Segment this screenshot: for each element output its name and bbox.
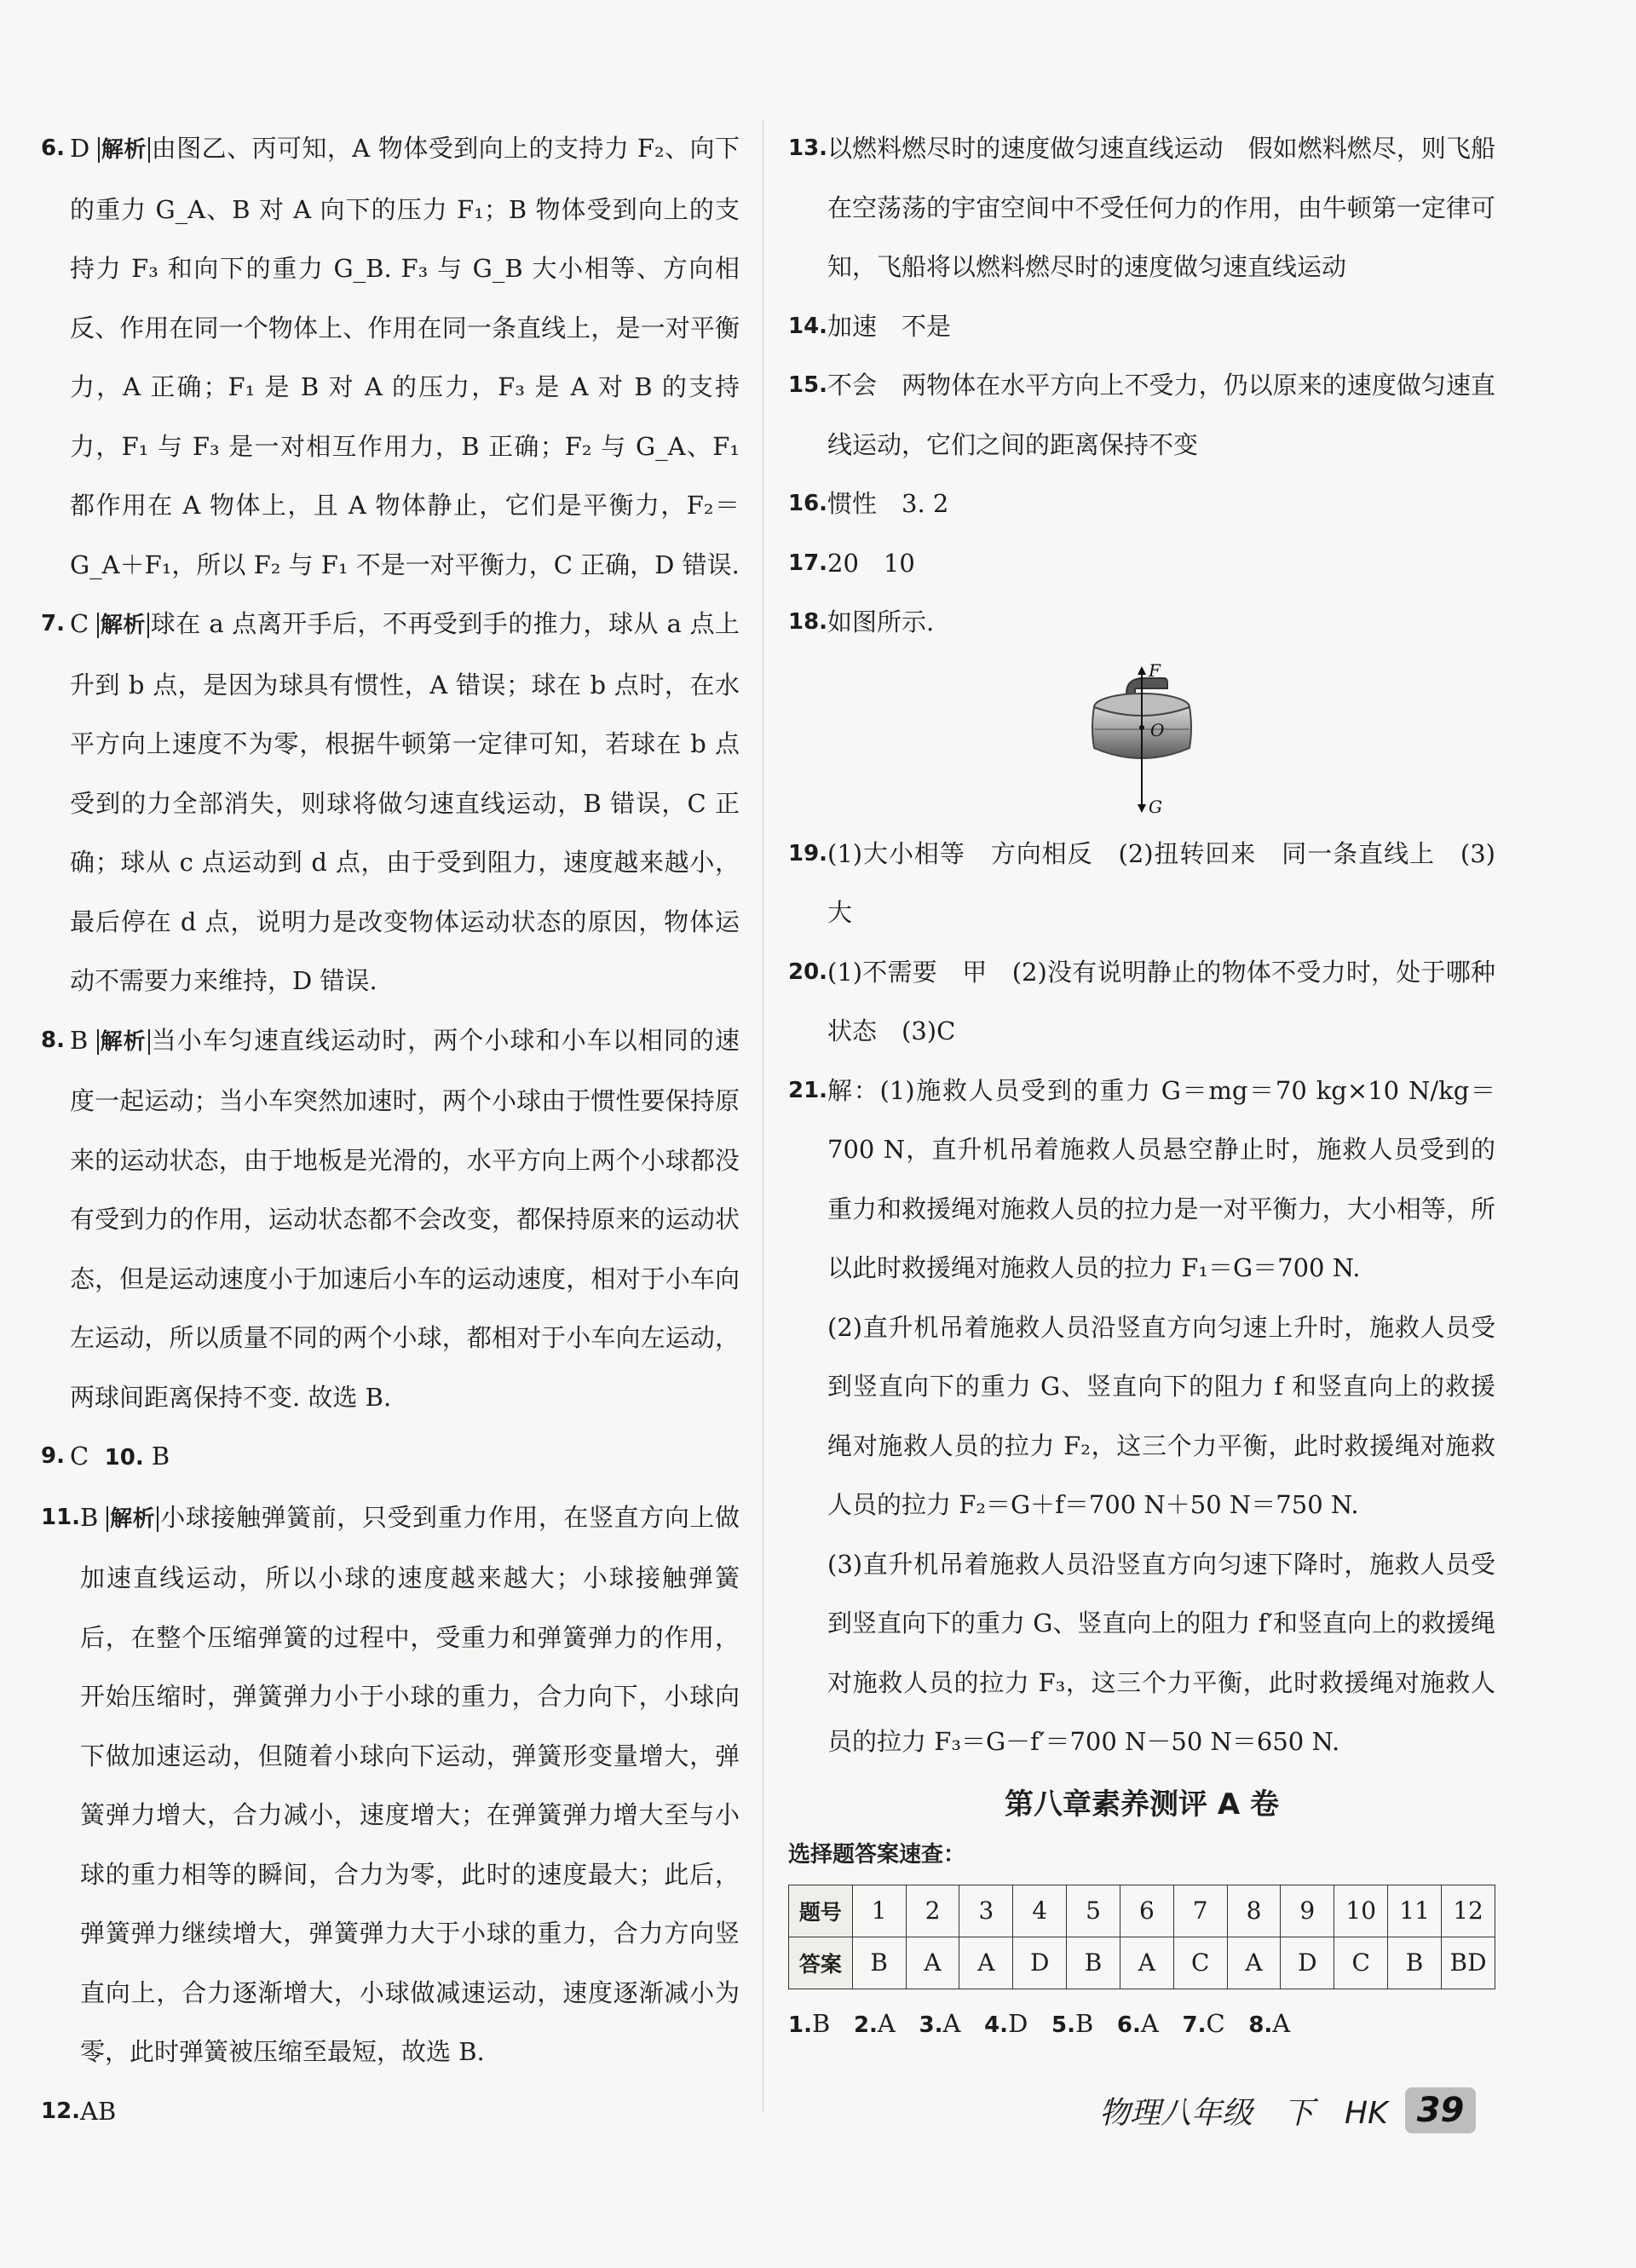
- answer-item-21: [788, 1062, 1495, 1772]
- item-explanation: 当小车匀速直线运动时，两个小球和小车以相同的速度一起运动；当小车突然加速时，两个小球由于惯性要保持原来的运动状态，由于地板是光滑的，水平方向上两个小球都没有受到力的作用，运动状态都不会改变，都保持原来的运动状态，但是运动速度小于加速后小车的运动速度，相对于小车向左运动，所以质量不同的两个小球，都相对于小车向左运动，两球间距离保持不变. 故选 B.: [70, 1025, 740, 1412]
- item-number: 11.: [41, 1504, 81, 1530]
- page-footer: [1099, 2087, 1476, 2133]
- table-cell: 5: [1067, 1885, 1120, 1937]
- inline-answers: [788, 1989, 1495, 2059]
- item-number: 8.: [41, 1027, 65, 1053]
- item-number: 9.: [41, 1443, 65, 1469]
- item-answer: C: [70, 1442, 89, 1471]
- item-text: 惯性 3. 2: [827, 489, 949, 518]
- inline-answer: A: [942, 2008, 961, 2038]
- inline-answer: A: [1140, 2008, 1159, 2038]
- item-explanation: 小球接触弹簧前，只受到重力作用，在竖直方向上做加速直线运动，所以小球的速度越来越大；小球接触弹簧后，在整个压缩弹簧的过程中，受重力和弹簧弹力的作用，开始压缩时，弹簧弹力小于小球的重力，合力向下，小球向下做加速运动，但随着小球向下运动，弹簧形变量增大，弹簧弹力增大，合力减小，速度增大；在弹簧弹力增大至与小球的重力相等的瞬间，合力为零，此时的速度最大；此后，弹簧弹力继续增大，弹簧弹力大于小球的重力，合力方向竖直向上，合力逐渐增大，小球做减速运动，速度逐渐减小为零，此时弹簧被压缩至最短，故选 B.: [80, 1502, 740, 2066]
- table-cell: 6: [1120, 1885, 1173, 1937]
- inline-answer: B: [1074, 2008, 1094, 2038]
- item-text-part3: (3)直升机吊着施救人员沿竖直方向匀速下降时，施救人员受到竖直向下的重力 G、竖直向上的阻力 f′和竖直向上的救援绳对施救人员的拉力 F₃，这三个力平衡，此时救援绳对施救人员的拉力 F₃＝G－f′＝700 N－50 N＝650 N.: [827, 1549, 1495, 1756]
- answer-item-19: [788, 825, 1495, 943]
- item-answer: B: [151, 1442, 170, 1471]
- answer-table: [788, 1885, 1495, 1989]
- item-answer: C: [70, 609, 89, 638]
- table-cell: C: [1334, 1937, 1388, 1989]
- analysis-tag: 解析: [107, 1506, 158, 1532]
- table-cell: 12: [1442, 1885, 1495, 1937]
- item-number: 7.: [41, 611, 65, 636]
- inline-num: 1.: [788, 2012, 812, 2038]
- item-text: 20 10: [827, 548, 915, 578]
- table-header-cell: 答案: [789, 1937, 853, 1989]
- table-cell: B: [1388, 1937, 1442, 1989]
- item-text: 加速 不是: [827, 311, 952, 341]
- item-text: 解：(1)施救人员受到的重力 G＝mg＝70 kg×10 N/kg＝700 N，直升机吊着施救人员悬空静止时，施救人员受到的重力和救援绳对施救人员的拉力是一对平衡力，大小相等，所以此时救援绳对施救人员的拉力 F₁＝G＝700 N.: [827, 1075, 1495, 1282]
- label-F: F: [1149, 659, 1161, 681]
- answer-item-11: [41, 1488, 740, 2082]
- inline-answer: B: [811, 2008, 831, 2038]
- inline-num: 5.: [1051, 2012, 1075, 2038]
- label-G: G: [1149, 796, 1162, 817]
- answer-item-12: [41, 2082, 740, 2142]
- table-cell: A: [1120, 1937, 1173, 1989]
- item-number: 18.: [788, 609, 828, 635]
- item-text: (1)不需要 甲 (2)没有说明静止的物体不受力时，处于哪种状态 (3)C: [827, 957, 1495, 1045]
- item-answer: AB: [80, 2096, 117, 2126]
- inline-answer: C: [1206, 2008, 1225, 2038]
- inline-num: 4.: [984, 2012, 1009, 2038]
- table-cell: B: [852, 1937, 906, 1989]
- answer-item-17: [788, 534, 1495, 594]
- inline-answer: A: [1272, 2008, 1291, 2038]
- item-answer: D: [70, 134, 90, 163]
- item-text: (1)大小相等 方向相反 (2)扭转回来 同一条直线上 (3)大: [827, 838, 1495, 927]
- item-text: 不会 两物体在水平方向上不受力，仍以原来的速度做匀速直线运动，它们之间的距离保持不变: [827, 371, 1495, 459]
- table-cell: 11: [1388, 1885, 1442, 1937]
- table-cell: D: [1281, 1937, 1334, 1989]
- section-title: 第八章素养测评 A 卷: [1005, 1787, 1279, 1822]
- item-explanation: 由图乙、丙可知，A 物体受到向上的支持力 F₂、向下的重力 G_A、B 对 A 向下的压力 F₁；B 物体受到向上的支持力 F₃ 和向下的重力 G_B. F₃ 与 G_B 大小相等、方向相反、作用在同一个物体上、作用在同一条直线上，是一对平衡力，A 正确；F₁ 是 B 对 A 的压力，F₃ 是 A 对 B 的支持力，F₁ 与 F₃ 是一对相互作用力，B 正确；F₂ 与 G_A、F₁ 都作用在 A 物体上，且 A 物体静止，它们是平衡力，F₂＝G_A＋F₁，所以 F₂ 与 F₁ 不是一对平衡力，C 正确，D 错误.: [70, 134, 740, 579]
- quick-answer-label: 选择题答案速查：: [788, 1841, 966, 1868]
- answer-item-14: [788, 297, 1495, 357]
- item-number: 14.: [788, 313, 828, 339]
- table-cell: BD: [1442, 1937, 1495, 1989]
- page-number: 39: [1405, 2087, 1477, 2133]
- table-cell: B: [1067, 1937, 1120, 1989]
- item-answer: B: [80, 1502, 99, 1532]
- analysis-tag: 解析: [97, 613, 149, 638]
- item-text-part2: (2)直升机吊着施救人员沿竖直方向匀速上升时，施救人员受到竖直向下的重力 G、竖直向下的阻力 f 和竖直向上的救援绳对施救人员的拉力 F₂，这三个力平衡，此时救援绳对施救人员的拉力 F₂＝G＋f＝700 N＋50 N＝750 N.: [827, 1312, 1495, 1519]
- answer-item-20: [788, 943, 1495, 1062]
- table-row: [789, 1937, 1495, 1989]
- answer-item-15: [788, 356, 1495, 475]
- item-number: 19.: [788, 840, 828, 866]
- left-column: [41, 119, 740, 2141]
- force-F-arrowhead: [1138, 666, 1146, 675]
- table-header-cell: 题号: [789, 1885, 853, 1937]
- table-row: [789, 1885, 1495, 1937]
- table-cell: D: [1013, 1937, 1067, 1989]
- footer-subject: 物理八年级 下 HK: [1099, 2095, 1388, 2131]
- curling-stone-force-diagram: [1082, 659, 1201, 821]
- item-number: 20.: [788, 958, 828, 985]
- answer-item-9-10: [41, 1427, 740, 1488]
- right-column: [788, 119, 1495, 2059]
- answer-item-7: [41, 595, 740, 1011]
- item-number: 15.: [788, 372, 828, 398]
- item-explanation: 球在 a 点离开手后，不再受到手的推力，球从 a 点上升到 b 点，是因为球具有惯性，A 错误；球在 b 点时，在水平方向上速度不为零，根据牛顿第一定律可知，若球在 b 点受到的力全部消失，则球将做匀速直线运动，B 错误，C 正确；球从 c 点运动到 d 点，由于受到阻力，速度越来越小，最后停在 d 点，说明力是改变物体运动状态的原因，物体运动不需要力来维持，D 错误.: [70, 609, 740, 995]
- table-cell: 1: [852, 1885, 906, 1937]
- table-cell: 7: [1173, 1885, 1227, 1937]
- item-number: 21.: [788, 1077, 828, 1103]
- analysis-tag: 解析: [97, 1029, 150, 1055]
- item-number: 17.: [788, 550, 828, 576]
- inline-num: 8.: [1248, 2012, 1273, 2038]
- inline-num: 3.: [919, 2012, 943, 2038]
- item-number: 13.: [788, 135, 828, 161]
- item-number: 12.: [41, 2098, 81, 2124]
- item-answer: B: [70, 1025, 89, 1055]
- answer-item-13: [788, 119, 1495, 297]
- item-number: 6.: [41, 135, 65, 161]
- table-cell: 3: [959, 1885, 1013, 1937]
- table-cell: 8: [1227, 1885, 1281, 1937]
- table-cell: C: [1173, 1937, 1227, 1989]
- answer-item-8: [41, 1011, 740, 1428]
- table-cell: A: [1227, 1937, 1281, 1989]
- answer-item-16: [788, 475, 1495, 534]
- table-cell: 9: [1281, 1885, 1334, 1937]
- inline-answer: A: [877, 2008, 896, 2038]
- inline-num: 7.: [1182, 2012, 1207, 2038]
- item-text: 以燃料燃尽时的速度做匀速直线运动 假如燃料燃尽，则飞船在空荡荡的宇宙空间中不受任何力的作用，由牛顿第一定律可知，飞船将以燃料燃尽时的速度做匀速直线运动: [827, 134, 1495, 281]
- curling-stone-figure: [788, 659, 1495, 821]
- table-cell: A: [959, 1937, 1013, 1989]
- label-O: O: [1150, 719, 1165, 740]
- table-cell: 10: [1334, 1885, 1388, 1937]
- table-cell: A: [906, 1937, 959, 1989]
- inline-num: 2.: [853, 2012, 878, 2038]
- analysis-tag: 解析: [98, 137, 150, 163]
- table-cell: 2: [906, 1885, 959, 1937]
- item-text: 如图所示.: [827, 607, 935, 636]
- force-G-arrowhead: [1138, 804, 1146, 813]
- item-number: 16.: [788, 491, 828, 516]
- inline-num: 6.: [1116, 2012, 1141, 2038]
- table-cell: 4: [1013, 1885, 1067, 1937]
- item-number: 10.: [104, 1445, 144, 1471]
- inline-answer: D: [1008, 2008, 1028, 2038]
- answer-item-6: [41, 119, 740, 595]
- answer-item-18: [788, 593, 1495, 653]
